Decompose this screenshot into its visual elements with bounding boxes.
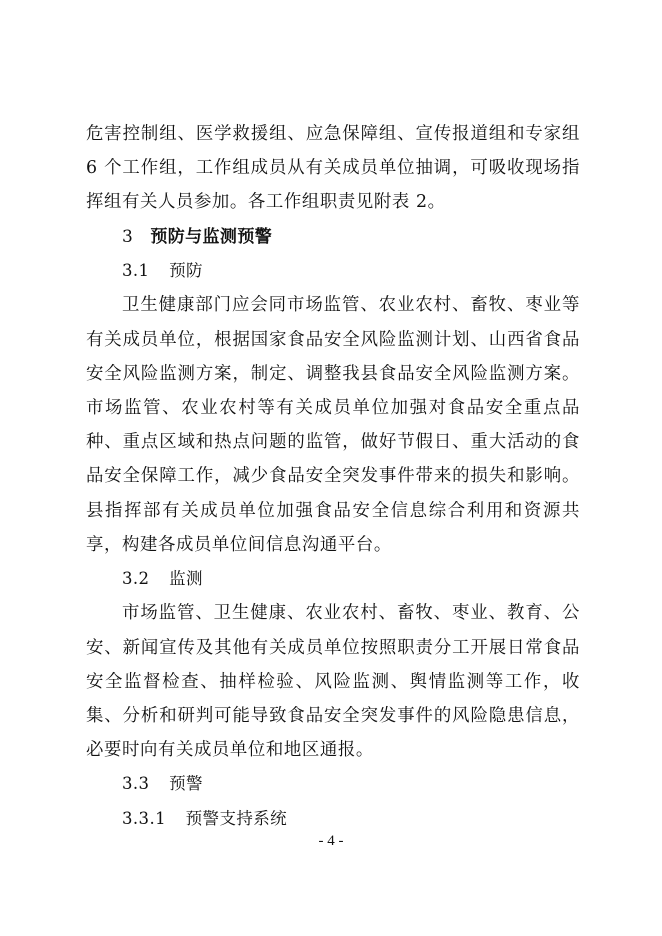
section-number: 3.3.1 bbox=[122, 808, 166, 828]
document-body bbox=[86, 117, 580, 836]
paragraph-monitoring: 市场监管、卫生健康、农业农村、畜牧、枣业、教育、公安、新闻宣传及其他有关成员单位按照职责分工开展日常食品安全监督检查、抽样检验、风险监测、舆情监测等工作，收集、分析和研判可能导致食品安全突发事件的风险隐患信息，必要时向有关成员单位和地区通报。 bbox=[86, 603, 580, 761]
section-title: 监测 bbox=[169, 569, 203, 589]
page-number: - 4 - bbox=[318, 833, 344, 849]
section-heading-3-2 bbox=[86, 562, 580, 596]
section-heading-3-1 bbox=[86, 254, 580, 288]
section-title: 预防 bbox=[169, 261, 203, 281]
section-number: 3.1 bbox=[122, 261, 150, 281]
section-number: 3 bbox=[122, 226, 134, 247]
paragraph-prevention: 卫生健康部门应会同市场监管、农业农村、畜牧、枣业等有关成员单位，根据国家食品安全风险监测计划、山西省食品安全风险监测方案，制定、调整我县食品安全风险监测方案。市场监管、农业农村等有关成员单位加强对食品安全重点品种、重点区域和热点问题的监管，做好节假日、重大活动的食品安全保障工作，减少食品安全突发事件带来的损失和影响。县指挥部有关成员单位加强食品安全信息综合利用和资源共享，构建各成员单位间信息沟通平台。 bbox=[86, 295, 580, 555]
section-number: 3.2 bbox=[122, 569, 150, 589]
section-heading-3-3-1 bbox=[86, 802, 580, 836]
section-number: 3.3 bbox=[122, 774, 150, 794]
section-title: 预防与监测预警 bbox=[150, 226, 273, 247]
paragraph-intro: 危害控制组、医学救援组、应急保障组、宣传报道组和专家组 6 个工作组，工作组成员从有关成员单位抽调，可吸收现场指挥组有关人员参加。各工作组职责见附表 2。 bbox=[86, 124, 580, 213]
section-heading-3 bbox=[86, 220, 580, 254]
section-heading-3-3 bbox=[86, 767, 580, 801]
section-title: 预警支持系统 bbox=[185, 808, 288, 828]
section-title: 预警 bbox=[169, 774, 203, 794]
